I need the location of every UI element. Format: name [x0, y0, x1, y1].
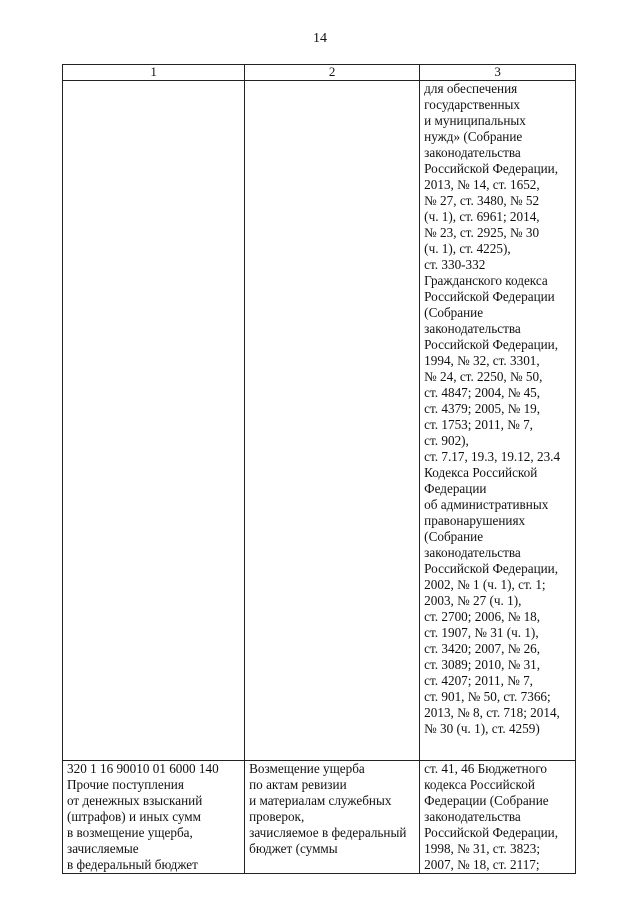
- column-header-3: 3: [420, 65, 576, 81]
- cell-text-line: № 24, ст. 2250, № 50,: [424, 369, 543, 384]
- cell-text-line: законодательства: [424, 321, 521, 336]
- cell-text-line: Гражданского кодекса: [424, 273, 548, 288]
- cell-text-line: (ч. 1), ст. 4225),: [424, 241, 511, 256]
- cell-text-line: ст. 1753; 2011, № 7,: [424, 417, 533, 432]
- cell-text-line: правонарушениях: [424, 513, 526, 528]
- cell-text-line: законодательства: [424, 145, 521, 160]
- cell-text-line: ст. 4379; 2005, № 19,: [424, 401, 541, 416]
- cell-text-line: от денежных взысканий: [67, 793, 203, 808]
- cell-text-line: об административных: [424, 497, 549, 512]
- cell-row1-col2: [245, 81, 420, 761]
- cell-text-line: № 27, ст. 3480, № 52: [424, 193, 540, 208]
- cell-text-line: Российской Федерации,: [424, 825, 559, 840]
- cell-text-line: Федерации (Собрание: [424, 793, 549, 808]
- cell-text-line: ст. 41, 46 Бюджетного: [424, 761, 547, 776]
- cell-text-line: 1994, № 32, ст. 3301,: [424, 353, 540, 368]
- cell-text-line: ст. 330-332: [424, 257, 486, 272]
- cell-row2-col2: [245, 761, 420, 874]
- cell-text-line: нужд» (Собрание: [424, 129, 523, 144]
- cell-text-line: государственных: [424, 97, 520, 112]
- cell-text-line: 2002, № 1 (ч. 1), ст. 1;: [424, 577, 546, 592]
- cell-text-line: (Собрание: [424, 529, 484, 544]
- cell-row1-col3: [420, 81, 576, 761]
- cell-text-line: бюджет (суммы: [249, 841, 338, 856]
- cell-text-line: Кодекса Российской: [424, 465, 538, 480]
- table-row: [63, 761, 576, 874]
- cell-text-line: и муниципальных: [424, 113, 526, 128]
- column-header-2: 2: [245, 65, 420, 81]
- cell-row2-col1: [63, 761, 245, 874]
- cell-text-line: ст. 4847; 2004, № 45,: [424, 385, 541, 400]
- cell-text-line: ст. 2700; 2006, № 18,: [424, 609, 541, 624]
- cell-text-line: № 30 (ч. 1), ст. 4259): [424, 721, 540, 736]
- cell-text-line: зачисляемые: [67, 841, 139, 856]
- cell-text-line: Федерации: [424, 481, 487, 496]
- cell-text-line: Российской Федерации,: [424, 161, 559, 176]
- cell-text-line: ст. 4207; 2011, № 7,: [424, 673, 533, 688]
- cell-text-line: № 23, ст. 2925, № 30: [424, 225, 540, 240]
- cell-text-line: 2003, № 27 (ч. 1),: [424, 593, 522, 608]
- cell-text-line: ст. 7.17, 19.3, 19.12, 23.4: [424, 449, 561, 464]
- cell-text-line: Прочие поступления: [67, 777, 184, 792]
- cell-text-line: законодательства: [424, 809, 521, 824]
- cell-row2-col3: [420, 761, 576, 874]
- cell-text-line: и материалам служебных: [249, 793, 392, 808]
- cell-text-line: (штрафов) и иных сумм: [67, 809, 201, 824]
- cell-text-line: в возмещение ущерба,: [67, 825, 193, 840]
- cell-text-line: 2007, № 18, ст. 2117;: [424, 857, 540, 872]
- column-header-1: 1: [63, 65, 245, 81]
- table-row: [63, 81, 576, 761]
- cell-text-line: Российской Федерации: [424, 289, 555, 304]
- cell-text-line: для обеспечения: [424, 81, 518, 96]
- cell-text-line: ст. 901, № 50, ст. 7366;: [424, 689, 551, 704]
- cell-text-line: ст. 1907, № 31 (ч. 1),: [424, 625, 539, 640]
- document-table: [62, 64, 576, 874]
- cell-text-line: кодекса Российской: [424, 777, 535, 792]
- cell-text-line: Российской Федерации,: [424, 337, 559, 352]
- cell-text-line: Возмещение ущерба: [249, 761, 365, 776]
- cell-text-line: по актам ревизии: [249, 777, 347, 792]
- table-header-row: [63, 65, 576, 81]
- cell-text-line: зачисляемое в федеральный: [249, 825, 407, 840]
- cell-text-line: ст. 3089; 2010, № 31,: [424, 657, 541, 672]
- cell-text-line: 2013, № 8, ст. 718; 2014,: [424, 705, 560, 720]
- cell-text-line: 2013, № 14, ст. 1652,: [424, 177, 540, 192]
- cell-text-line: ст. 902),: [424, 433, 469, 448]
- cell-text-line: Российской Федерации,: [424, 561, 559, 576]
- cell-text-line: 1998, № 31, ст. 3823;: [424, 841, 541, 856]
- cell-text-line: в федеральный бюджет: [67, 857, 198, 872]
- cell-text-line: законодательства: [424, 545, 521, 560]
- cell-text-line: ст. 3420; 2007, № 26,: [424, 641, 541, 656]
- cell-text-line: 320 1 16 90010 01 6000 140: [67, 761, 219, 776]
- cell-text-line: (ч. 1), ст. 6961; 2014,: [424, 209, 540, 224]
- cell-row1-col1: [63, 81, 245, 761]
- cell-text-line: проверок,: [249, 809, 305, 824]
- page-number: 14: [313, 31, 327, 46]
- cell-text-line: (Собрание: [424, 305, 484, 320]
